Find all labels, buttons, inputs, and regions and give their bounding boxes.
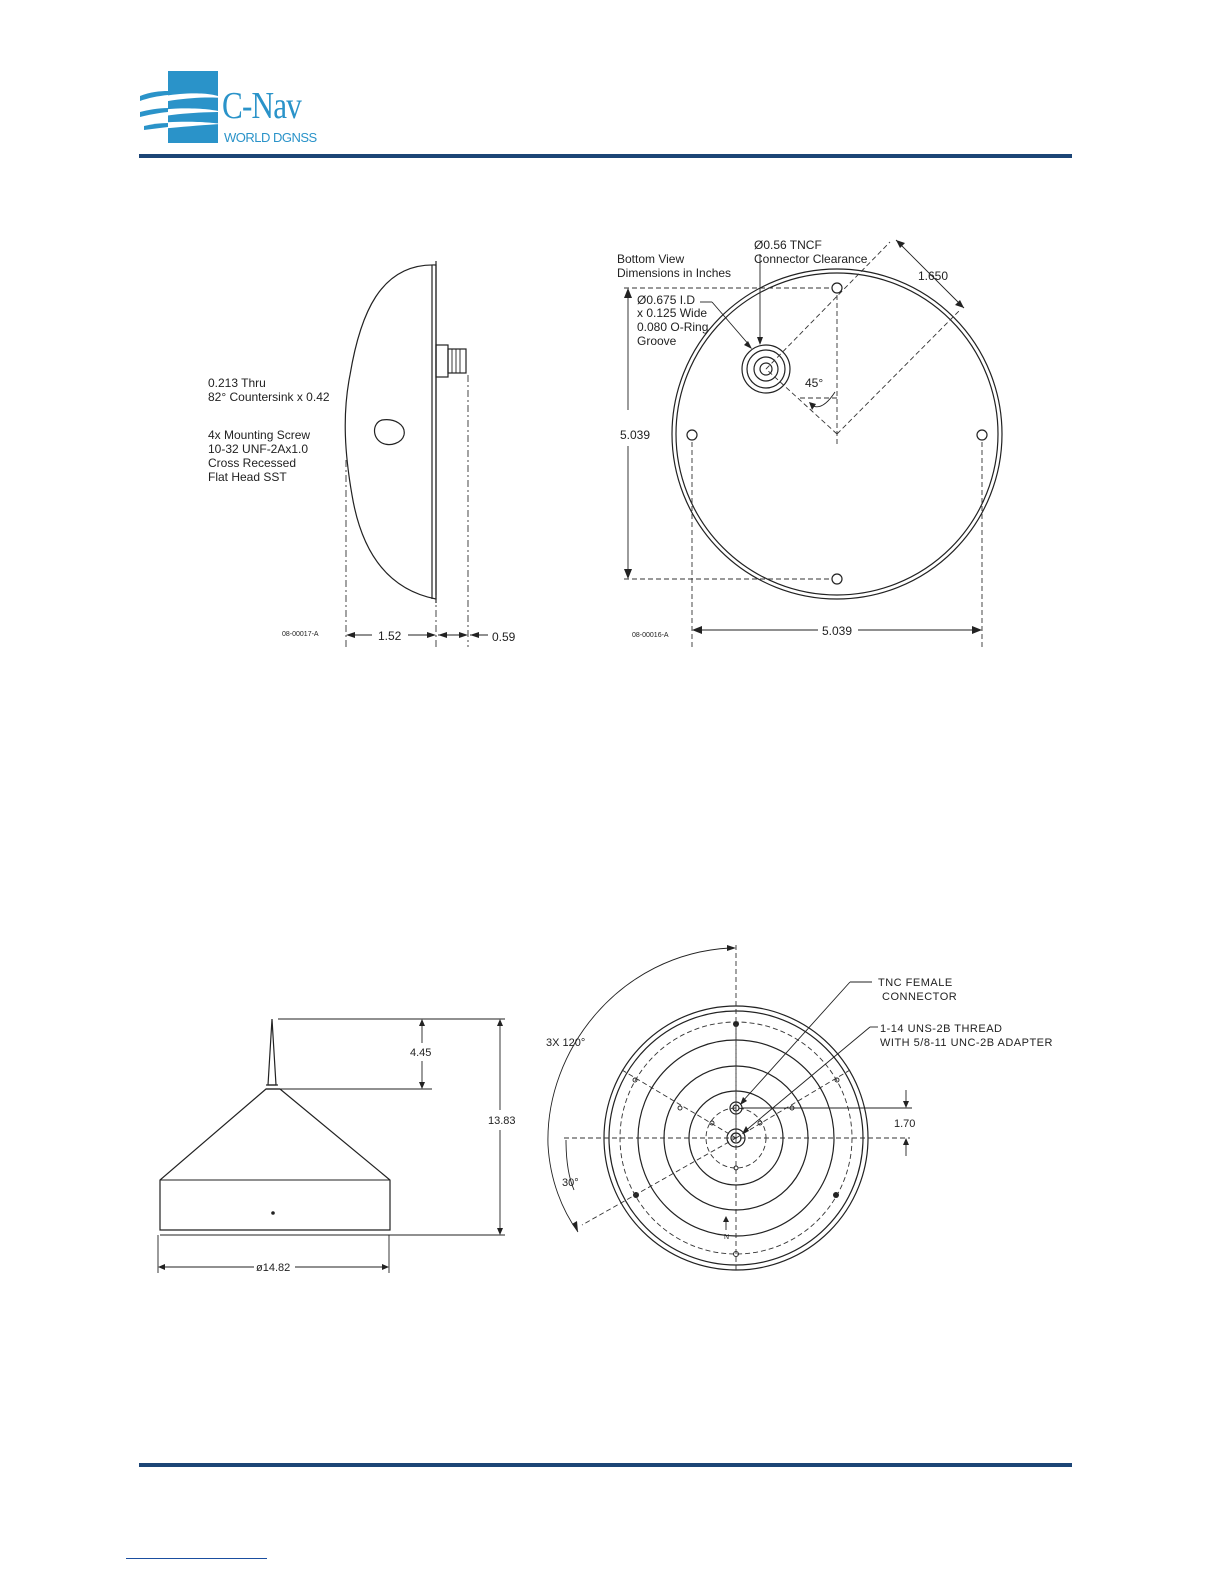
thread-label-1: 1-14 UNS-2B THREAD [880,1023,1003,1035]
screw-label-2: 10-32 UNF-2Ax1.0 [208,442,309,456]
angle-label: 45° [805,376,824,390]
drawing-number: 08-00017-A [282,631,319,638]
figure-antenna-side-view [200,255,520,655]
logo-wordmark: C-Nav [222,85,301,127]
dim-connector: 0.59 [492,630,516,644]
tnc-label-2: CONNECTOR [882,991,958,1003]
oring-label-2: x 0.125 Wide [637,306,708,320]
dim-diameter: ø14.82 [256,1262,291,1274]
tncf-label-2: Connector Clearance [754,252,868,266]
countersink-label-2: 82° Countersink x 0.42 [208,390,330,404]
angle-3x: 3X 120° [546,1037,586,1049]
north-label: N [724,1234,730,1241]
oring-label-4: Groove [637,334,677,348]
thread-label-2: WITH 5/8-11 UNC-2B ADAPTER [880,1037,1053,1049]
logo-tagline: WORLD DGNSS [224,130,317,145]
dim-height: 13.83 [488,1115,516,1127]
units-label: Dimensions in Inches [617,266,732,280]
bottom-view-label: Bottom View [617,252,685,266]
drawing-number-2: 08-00016-A [632,632,669,639]
screw-label-4: Flat Head SST [208,470,287,484]
footer-rule [139,1463,1072,1467]
tnc-label-1: TNC FEMALE [878,977,953,989]
dim-offset: 1.70 [894,1118,916,1130]
screw-label-1: 4x Mounting Screw [208,428,311,442]
dim-depth: 1.52 [378,629,402,643]
angle-30: 30° [562,1177,579,1189]
figure-antenna-bottom-view [600,230,1020,655]
screw-label-3: Cross Recessed [208,456,297,470]
countersink-label-1: 0.213 Thru [208,376,266,390]
figure-radome-top-view [540,940,1080,1285]
dim-horizontal: 5.039 [822,624,853,638]
figure-radome-side-view [150,1005,530,1280]
footer-link-underline[interactable] [126,1558,267,1559]
dim-diagonal: 1.650 [918,269,949,283]
dim-vertical: 5.039 [620,428,651,442]
tncf-label-1: Ø0.56 TNCF [754,238,822,252]
header-rule [139,154,1072,158]
oring-label-1: Ø0.675 I.D [637,293,696,307]
dim-whip: 4.45 [410,1047,432,1059]
oring-label-3: 0.080 O-Ring [637,320,709,334]
